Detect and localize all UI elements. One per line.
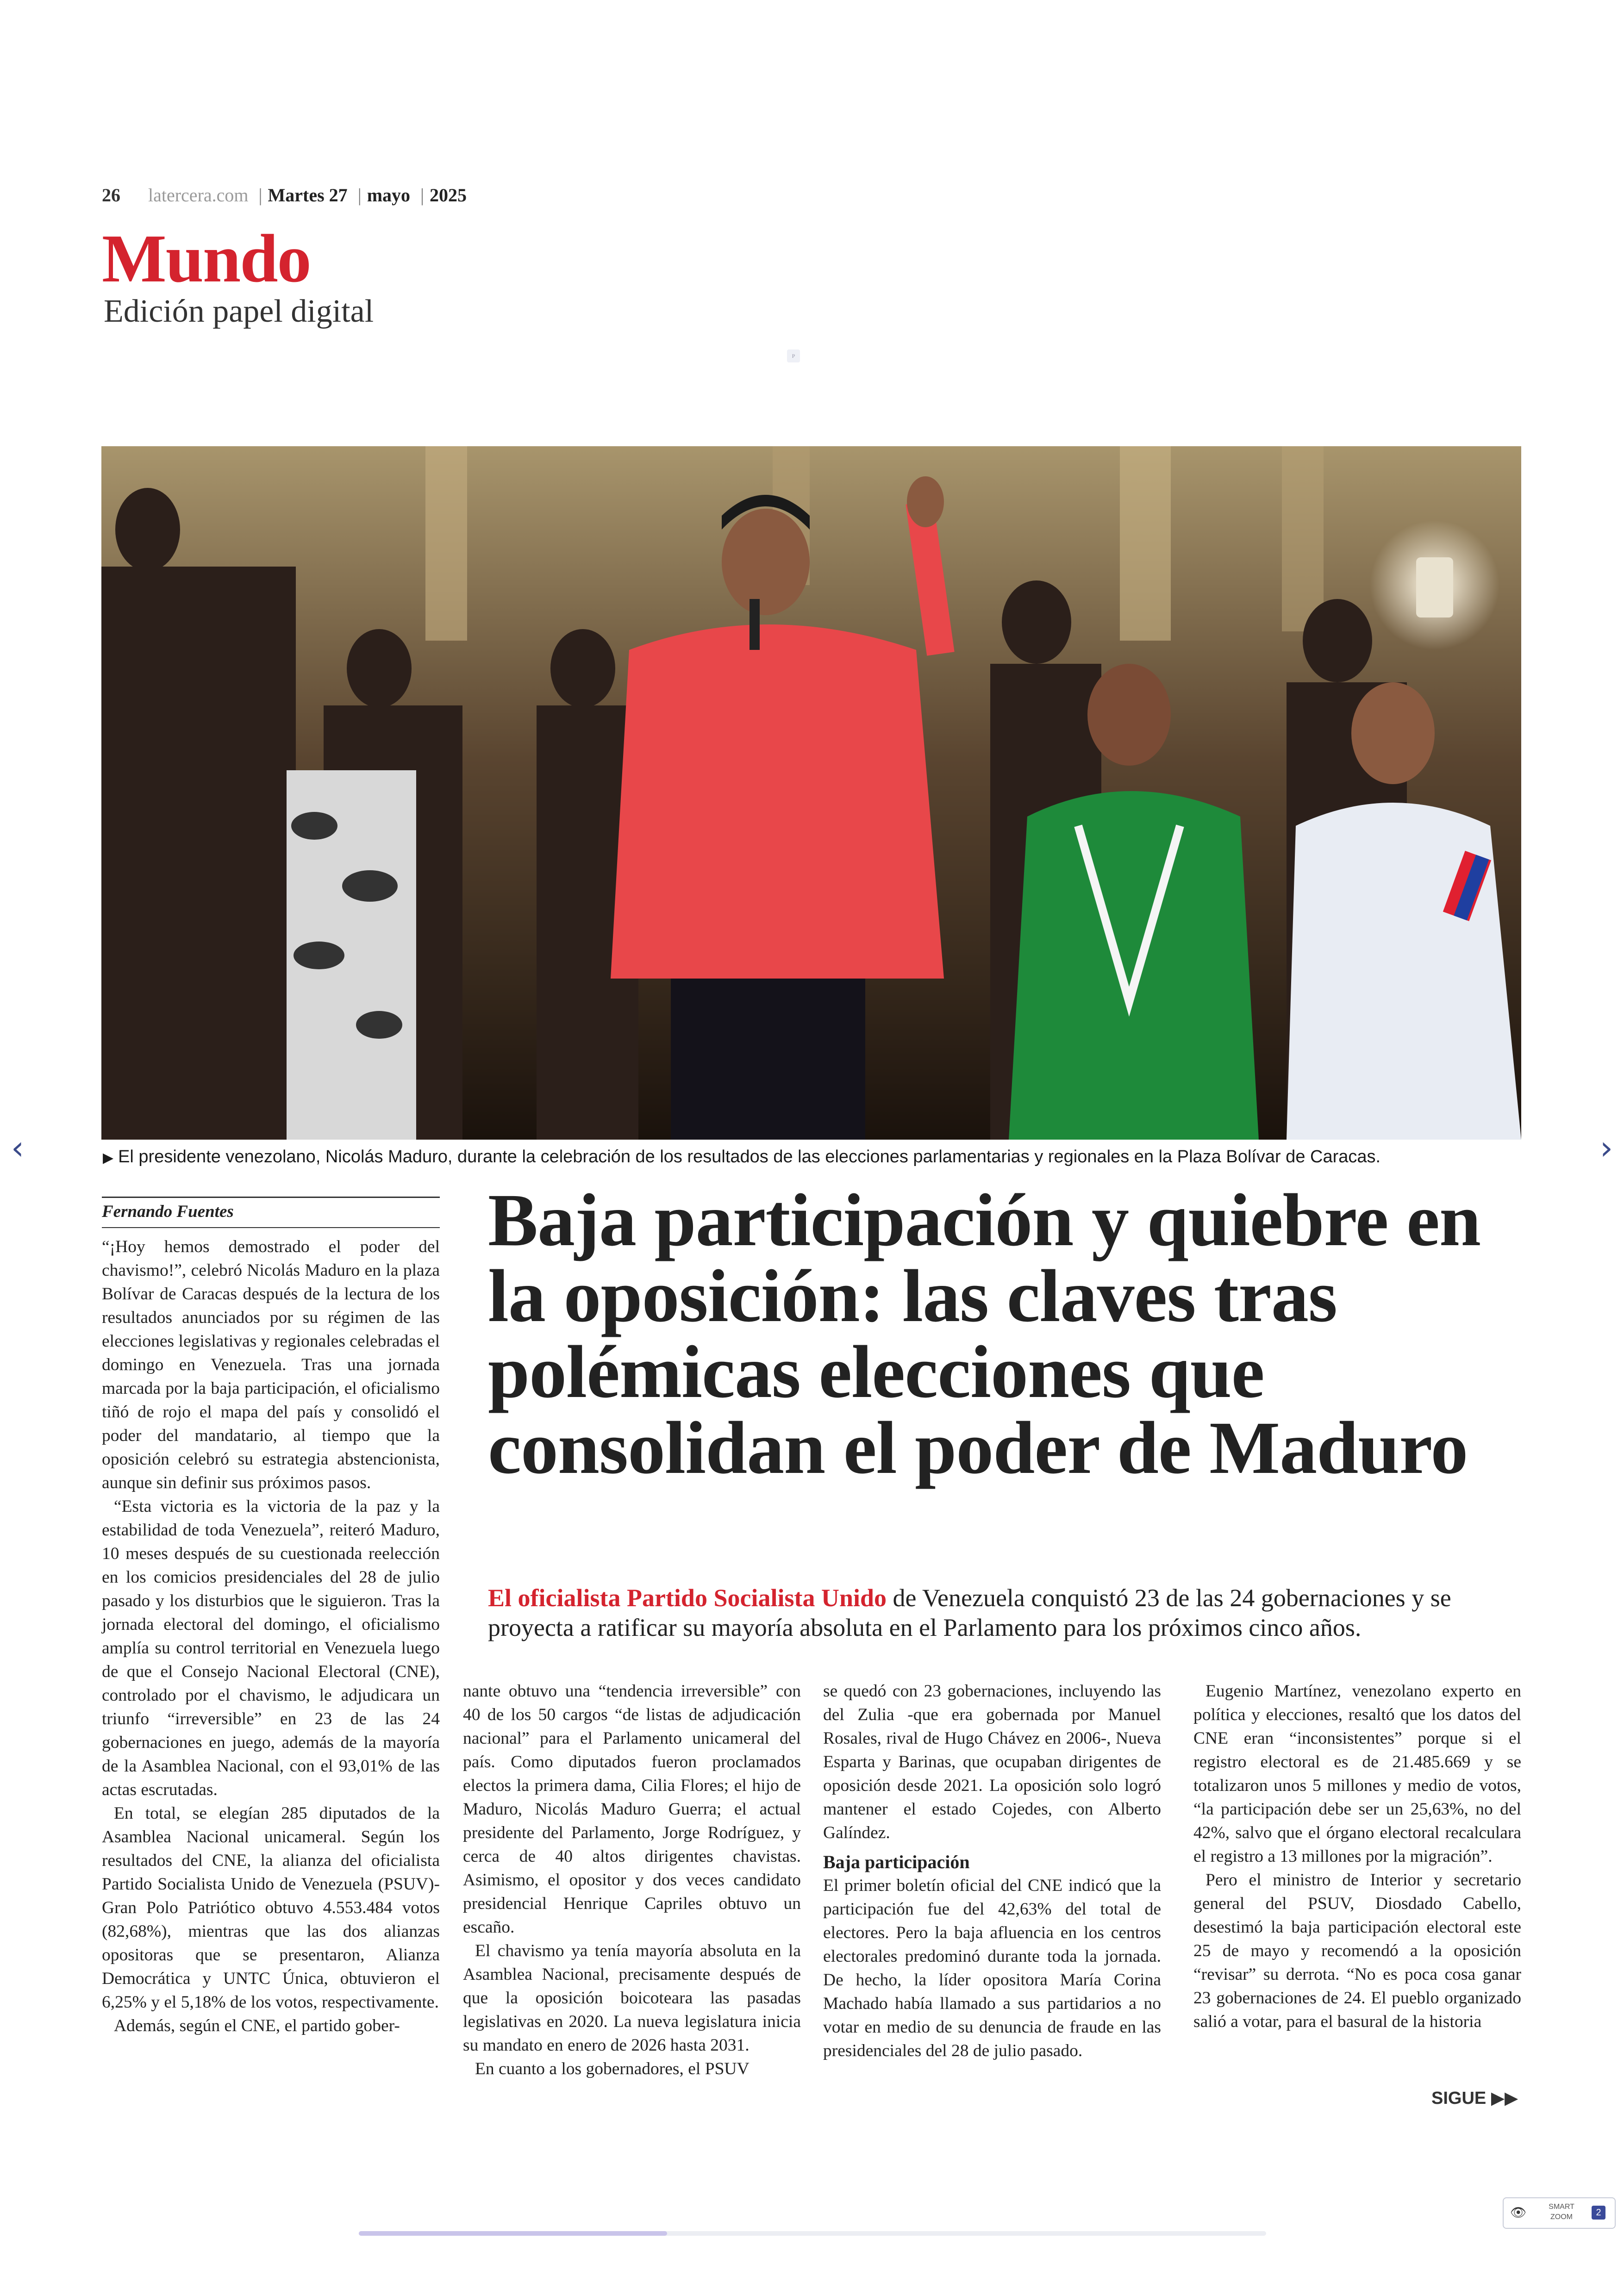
subheadline-rest: de Venezuela conquistó 23 de las 24 gobernaciones y se proyecta a ratificar su mayoría absoluta en el Parlamento para los próximos cinco años. — [488, 1584, 1451, 1641]
page-header: 26 latercera.com | Martes 27 | mayo | 2025 — [102, 185, 467, 206]
section-title: Mundo — [102, 221, 311, 297]
article-column-1 — [102, 1235, 440, 2038]
next-page-arrow-icon[interactable]: › — [1600, 1129, 1613, 1167]
paragraph: nante obtuvo una “tendencia irreversible” con 40 de los 50 cargos “de listas de adjudicación nacional” para el Parlamento unicameral del país. Como diputados fueron proclamados electos la primera dama, Cilia Flores; el hijo de Maduro, Nicolás Maduro Guerra; el actual presidente del Parlamento, Jorge Rodríguez, y cerca de 40 altos dirigentes chavistas. Asimismo, el opositor y dos veces candidato presidencial Henrique Capriles obtuvo un escaño. — [463, 1682, 801, 1937]
subheadline-lead: El oficialista Partido Socialista Unido — [488, 1584, 887, 1612]
previous-page-arrow-icon[interactable]: ‹ — [11, 1129, 24, 1167]
byline: Fernando Fuentes — [102, 1197, 440, 1228]
page-badge: 2 — [1592, 2206, 1605, 2220]
continue-label: SIGUE ▶▶ — [1431, 2089, 1518, 2108]
article-photo — [101, 446, 1521, 1140]
subheading: Baja participación — [823, 1852, 970, 1872]
reading-progress-bar[interactable] — [359, 2231, 1266, 2236]
paragraph: “Esta victoria es la victoria de la paz y la estabilidad de toda Venezuela”, reiteró Maduro, 10 meses después de su cuestionada reelección en los comicios presidenciales del 28 de julio pasado y los disturbios que le siguieron. Tras la jornada electoral del domingo, el oficialismo amplía su control territorial en Venezuela luego de que el Consejo Nacional Electoral (CNE), controlado por el chavismo, le adjudicara un triunfo “irreversible” en 23 de las 24 gobernaciones en juego, además de la mayoría de la Asamblea Nacional, con el 93,01% de las actas escrutadas. — [102, 1497, 440, 1799]
paragraph: se quedó con 23 gobernaciones, incluyendo las del Zulia -que era gobernada por Manuel Rosales, rival de Hugo Chávez en 2006-, Nueva Esparta y Barinas, que ocupaban dirigentes de oposición desde 2021. La oposición solo logró mantener el estado Cojedes, con Alberto Galíndez. — [823, 1682, 1161, 1842]
date-month: mayo — [367, 185, 411, 206]
paragraph: El chavismo ya tenía mayoría absoluta en la Asamblea Nacional, precisamente después de que la oposición boicoteara las pasadas legislativas en 2020. La nueva legislatura inicia su mandato en enero de 2026 hasta 2031. — [463, 1941, 801, 2055]
paragraph: Pero el ministro de Interior y secretario general del PSUV, Diosdado Cabello, desestimó la baja participación electoral este 25 de mayo y recomendó a la oposición “revisar” su derrota. “No es poca cosa ganar 23 gobernaciones de 24. El pueblo organizado salió a votar, para el basural de la historia — [1193, 1871, 1521, 2031]
page-marker-icon: P — [787, 349, 800, 362]
article-column-2 — [463, 1679, 801, 2081]
photo-caption — [103, 1147, 1380, 1167]
article-column-4 — [1193, 1679, 1521, 2033]
caption-arrow-icon: ▶ — [103, 1150, 114, 1166]
paragraph: Además, según el CNE, el partido gober- — [114, 2016, 400, 2035]
double-arrow-icon: ▶▶ — [1491, 2089, 1518, 2108]
date-year: 2025 — [430, 185, 467, 206]
smart-zoom-label: SMART ZOOM — [1549, 2203, 1574, 2221]
paragraph: “¡Hoy hemos demostrado el poder del chavismo!”, celebró Nicolás Maduro en la plaza Bolívar de Caracas después de la lectura de los resultados anunciados por su régimen de las elecciones legislativas y regionales celebradas el domingo en Venezuela. Tras una jornada marcada por la baja participación, el oficialismo tiñó de rojo el mapa del país y consolidó el poder del mandatario, al tiempo que la oposición celebró su estrategia abstencionista, aunque sin definir sus próximos pasos. — [102, 1237, 440, 1492]
page-number: 26 — [102, 185, 120, 206]
reading-progress-fill — [359, 2231, 667, 2236]
paragraph: Eugenio Martínez, venezolano experto en política y elecciones, resaltó que los datos del CNE eran “inconsistentes” porque si el registro electoral es de 21.485.669 y se totalizaron unos 5 millones y medio de votos, “la participación debe ser un 25,63%, no del 42%, salvo que el órgano electoral recalculara el registro a 13 millones por la migración”. — [1193, 1682, 1521, 1866]
subheadline — [488, 1583, 1525, 1642]
caption-text: El presidente venezolano, Nicolás Maduro, durante la celebración de los resultados de las elecciones parlamentarias y regionales en la Plaza Bolívar de Caracas. — [118, 1147, 1381, 1166]
smart-zoom-button[interactable] — [1503, 2197, 1616, 2229]
article-column-3 — [823, 1679, 1161, 2063]
paragraph: En total, se elegían 285 diputados de la Asamblea Nacional unicameral. Según los resultados del CNE, la alianza del oficialista Partido Socialista Unido de Venezuela (PSUV)-Gran Polo Patriótico obtuvo 4.553.484 votos (82,68%), mientras que las dos alianzas opositoras que se presentaron, Alianza Democrática y UNTC Única, obtuvieron el 6,25% y el 5,18% de los votos, respectivamente. — [102, 1804, 440, 2012]
date-weekday: Martes 27 — [268, 185, 348, 206]
paragraph: El primer boletín oficial del CNE indicó que la participación fue del 42,63% del total de electores. Pero la baja afluencia en los centros electorales predominó durante toda la jornada. De hecho, la líder opositora María Corina Machado había llamado a sus partidarios a no votar en medio de su denuncia de fraude en las presidenciales del 28 de julio pasado. — [823, 1876, 1161, 2060]
eye-icon: 👁 — [1510, 2205, 1527, 2220]
headline: Baja participación y quiebre en la oposición: las claves tras polémicas elecciones que consolidan el poder de Maduro — [488, 1179, 1481, 1490]
site-name: latercera.com — [148, 185, 249, 206]
edition-label: Edición papel digital — [104, 293, 374, 329]
paragraph: En cuanto a los gobernadores, el PSUV — [475, 2059, 750, 2078]
